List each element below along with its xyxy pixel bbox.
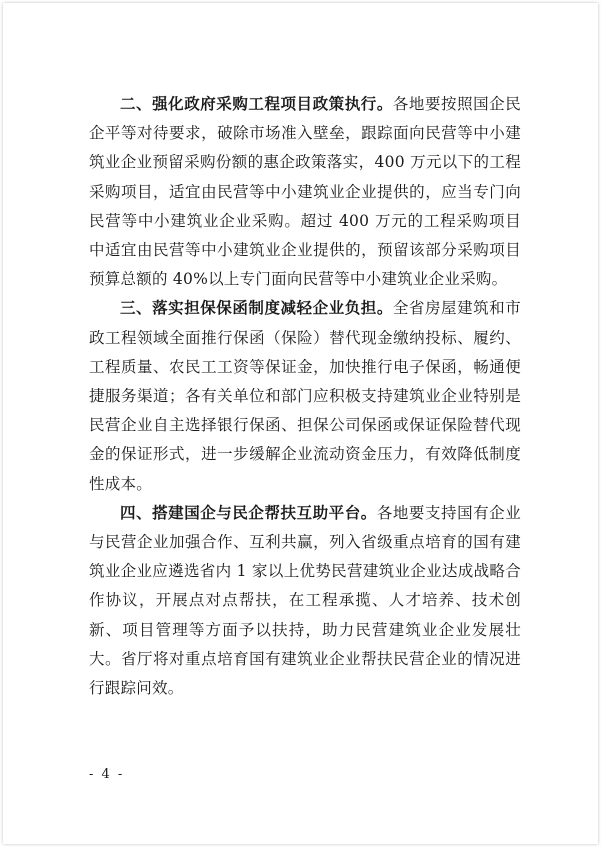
paragraph-heading: 三、落实担保保函制度减轻企业负担。 — [120, 299, 393, 318]
paragraph-text: 各地要支持国有企业与民营企业加强合作、互利共赢，列入省级重点培育的国有建筑业企业应遴选省内 1 家以上优势民营建筑业企业达成战略合作协议，开展点对点帮扶，在工程承揽、人才培养、技术创新、项目管理等方面予以扶持，助力民营建筑业企业发展壮大。省厅将对重点培育国有建筑业企业帮扶民营企业的情况进行跟踪问效。 — [89, 503, 521, 698]
paragraph-text: 全省房屋建筑和市政工程领域全面推行保函（保险）替代现金缴纳投标、履约、工程质量、农民工工资等保证金，加快推行电子保函，畅通便捷服务渠道；各有关单位和部门应积极支持建筑业企业特别是民营企业自主选择银行保函、担保公司保函或保证保险替代现金的保证形式，进一步缓解企业流动资金压力，有效降低制度性成本。 — [89, 299, 521, 493]
paragraph-mutual-aid-platform — [89, 499, 521, 703]
page-number: - 4 - — [89, 767, 125, 782]
paragraph-heading: 二、强化政府采购工程项目政策执行。 — [120, 95, 393, 113]
document-page — [3, 3, 598, 844]
paragraph-guarantee-system — [89, 294, 521, 498]
paragraph-heading: 四、搭建国企与民企帮扶互助平台。 — [120, 503, 377, 522]
paragraph-government-procurement — [89, 90, 521, 294]
document-body — [89, 90, 521, 703]
paragraph-text: 各地要按照国企民企平等对待要求，破除市场准入壁垒，跟踪面向民营等中小建筑业企业预留采购份额的惠企政策落实，400 万元以下的工程采购项目，适宜由民营等中小建筑业企业提供的，应当专门向民营等中小建筑业企业采购。超过 400 万元的工程采购项目中适宜由民营等中小建筑业企业提供的，预留该部分采购项目预算总额的 40%以上专门面向民营等中小建筑业企业采购。 — [89, 95, 521, 289]
